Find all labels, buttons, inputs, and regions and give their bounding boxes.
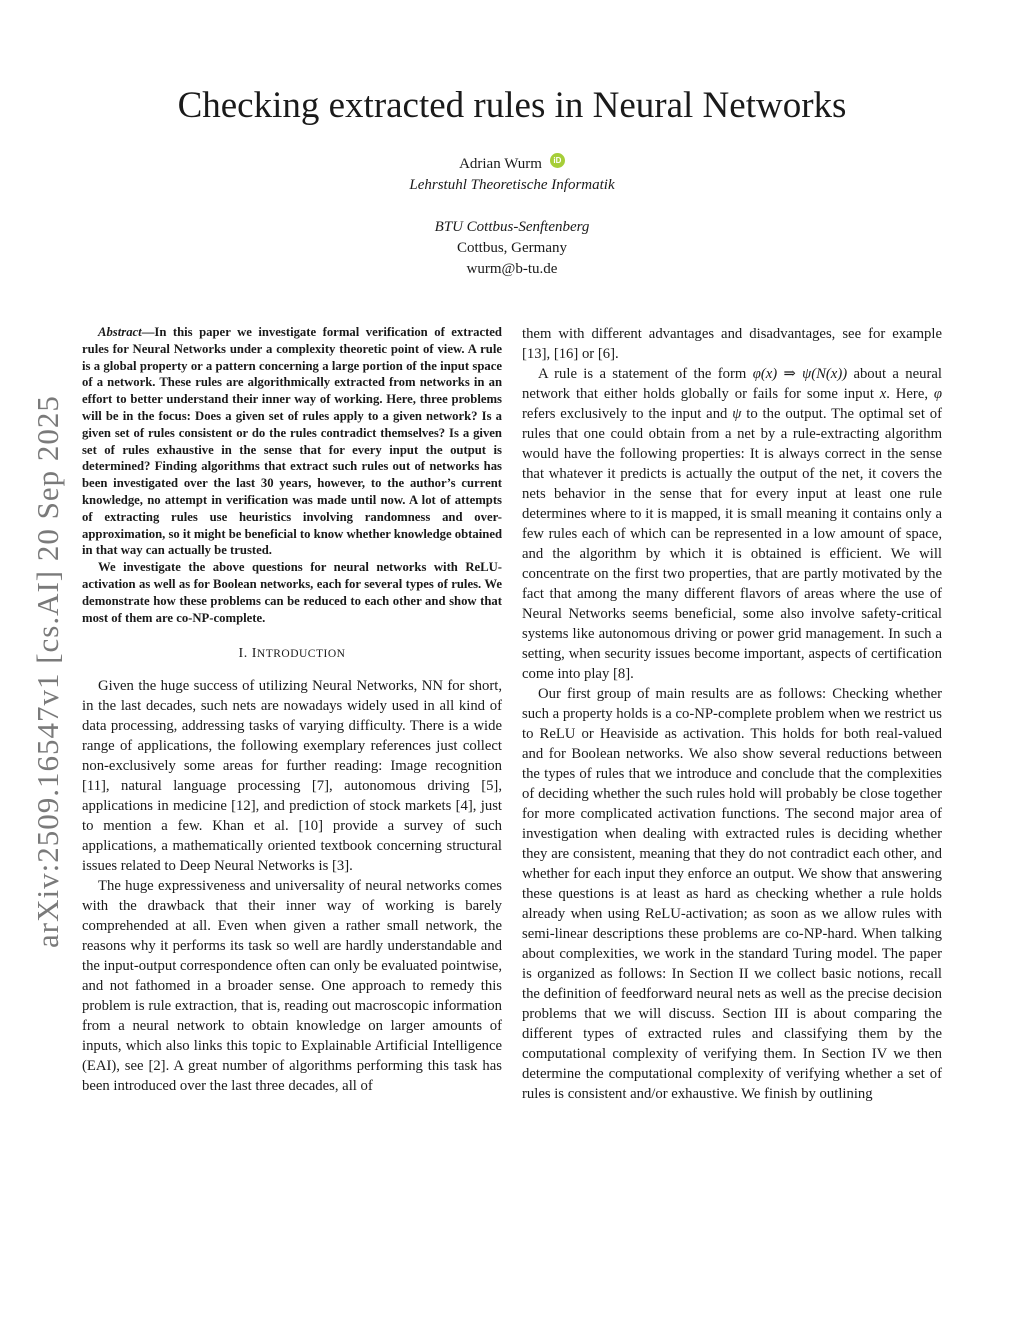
section-heading-introduction bbox=[82, 644, 502, 664]
text-segment: about a neural network that either holds globally or fails for some input bbox=[522, 366, 942, 402]
author-affiliation-2: BTU Cottbus-Senftenberg bbox=[434, 219, 590, 235]
author-email[interactable]: wurm@b-tu.de bbox=[466, 261, 558, 277]
section-number: I. bbox=[238, 646, 248, 662]
rule-formula: φ(x) ⇒ ψ(N(x)) bbox=[752, 366, 848, 382]
text-segment: refers exclusively to the input and bbox=[522, 406, 733, 422]
author-line bbox=[0, 154, 1024, 175]
math-x: x bbox=[879, 386, 887, 402]
paper-title: Checking extracted rules in Neural Networks bbox=[177, 85, 847, 126]
author-name: Adrian Wurm bbox=[459, 156, 542, 172]
right-column bbox=[522, 324, 942, 1104]
left-column bbox=[82, 324, 502, 1096]
text-segment: A rule is a statement of the form bbox=[538, 366, 753, 382]
spacer bbox=[0, 196, 1024, 217]
author-location: Cottbus, Germany bbox=[457, 240, 567, 256]
text-segment: . Here, bbox=[886, 386, 934, 402]
abstract-dash: — bbox=[141, 325, 155, 339]
arxiv-identifier: arXiv:2509.16547v1 [cs.AI] 20 Sep 2025 bbox=[30, 395, 65, 948]
intro-paragraph-1: Given the huge success of utilizing Neural Networks, NN for short, in the last decades, such nets are nowadays widely used in all kind of data processing, addressing tasks of varying difficulty. There is a wide range of applications, the following exemplary references just collect non-exclusively some areas for further reading: Image recognition [11], natural language processing [7], autonomous driving [5], applications in medicine [12], and prediction of stock markets [4], just to mention a few. Khan et al. [10] provide a survey of such applications, a mathematically oriented textbook concerning structural issues related to Deep Neural Networks is [3]. bbox=[82, 678, 502, 875]
intro-paragraph-main-results: Our first group of main results are as follows: Checking whether such a property holds is a co-NP-complete problem when we restrict us to ReLU or Heaviside as activation. This holds for both real-valued and for Boolean networks. We also show several reductions between the types of rules that we introduce and conclude that the complexities of deciding whether the such rules hold will probably be close together for more complicated activation functions. The second major area of investigation when dealing with extracted rules is deciding whether they are consistent, meaning that they do not contradict each other, and whether for each input they enforce an output. We show that answering these questions is at least as hard as checking whether a rule holds already when using ReLU-activation; as soon as we allow rules with semi-linear descriptions these problems are co-NP-hard. When talking about complexities, we work in the standard Turing model. The paper is organized as follows: In Section II we collect basic notions, recall the definition of feedforward neural nets as well as the precise decision problems that we will discuss. Section III is about comparing the different types of extracted rules and classifying them by the computational complexity of verifying them. In Section IV we then determine the computational complexity of verifying whether a set of rules is consistent and/or exhaustive. We finish by outlining bbox=[522, 686, 942, 1102]
abstract-label: Abstract bbox=[98, 325, 142, 339]
math-phi: φ bbox=[933, 386, 942, 402]
text-segment: to the output. The optimal set of rules that one could obtain from a net by a rule-extracting algorithm would have the following properties: It is always correct in the sense that whatever it predicts is actually the output of the net, it covers the nets behavior in the sense that for every input at least one rule determines where to it is mapped, it is small meaning it contains only a few rules each of which can be represented in a low amount of space, and the algorithm by which it is obtained is efficient. We will concentrate on the first two properties, that are partly motivated by the fact that among the many different flavors of areas where the use of Neural Networks seems beneficial, some also involve safety-critical systems like autonomous driving or power grid management. In such a setting, when security issues become important, aspects of certification come into play [8]. bbox=[522, 406, 942, 682]
section-title-lead: I bbox=[251, 646, 257, 662]
introduction-body-left bbox=[82, 676, 502, 1096]
abstract-paragraph-1 bbox=[82, 324, 502, 559]
intro-paragraph-rule-definition bbox=[522, 364, 942, 684]
author-block bbox=[0, 154, 1024, 280]
abstract bbox=[82, 324, 502, 626]
intro-paragraph-continued: them with different advantages and disadvantages, see for example [13], [16] or [6]. bbox=[522, 326, 942, 362]
intro-paragraph-2: The huge expressiveness and universality of neural networks comes with the drawback that their inner way of working is barely comprehended at all. Even when given a rather small network, the reasons why it performs its task so well are hardly understandable and the input-output correspondence often can only be evaluated pointwise, and not fathomed in a broader sense. One approach to remedy this problem is rule extraction, that is, reading out macroscopic information from a neural network to obtain knowledge on larger amounts of inputs, which also links this topic to Explainable Artificial Intelligence (EAI), see [2]. A great number of algorithms performing this task has been introduced over the last three decades, all of bbox=[82, 878, 502, 1095]
section-title-rest: NTRODUCTION bbox=[256, 648, 346, 661]
abstract-paragraph-2: We investigate the above questions for neural networks with ReLU-activation as well as for Boolean networks, each for several types of rules. We demonstrate how these problems can be reduced to each other and show that most of them are co-NP-complete. bbox=[82, 560, 502, 625]
introduction-body-right bbox=[522, 324, 942, 1104]
math-psi: ψ bbox=[732, 406, 742, 422]
author-affiliation-1: Lehrstuhl Theoretische Informatik bbox=[409, 177, 615, 193]
orcid-icon[interactable]: iD bbox=[550, 153, 565, 168]
abstract-text-1: In this paper we investigate formal verification of extracted rules for Neural Networks under a complexity theoretic point of view. A rule is a global property or a pattern concerning a large portion of the input space of a network. These rules are algorithmically extracted from networks in an effort to better understand their inner way of working. Here, three problems will be in the focus: Does a given set of rules apply to a given network? Is a given set of rules consistent or do the rules contradict themselves? Is a given set of rules exhaustive in the sense that for every input the output is determined? Finding algorithms that extract such rules out of networks has been investigated over the last 30 years, however, to the author’s current knowledge, no attempt in verification was made until now. A lot of attempts of extracting rules use heuristics involving randomness and over-approximation, so it might be beneficial to know whether knowledge obtained in that way can actually be trusted. bbox=[82, 325, 503, 558]
